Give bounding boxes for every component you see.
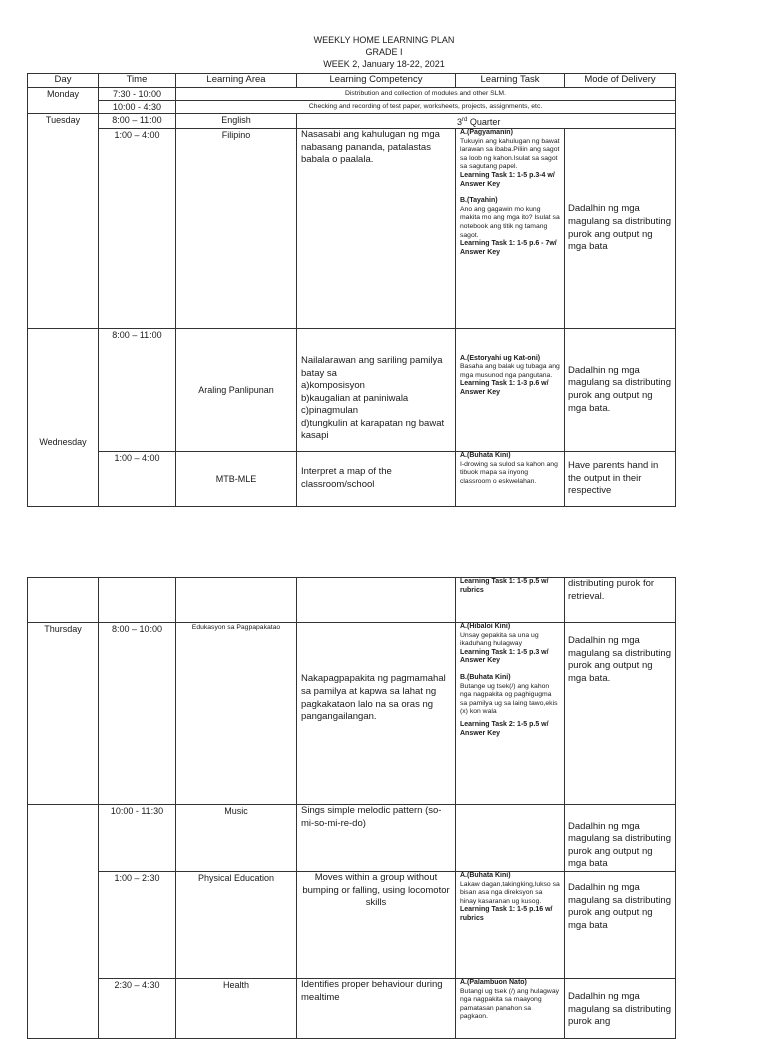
time-cell: 8:00 – 11:00 [99, 114, 176, 129]
area-cell: MTB-MLE [176, 452, 297, 507]
quarter-cell [297, 114, 676, 129]
col-learning-area: Learning Area [176, 74, 297, 88]
task-heading: A.(Hibaloi Kini) [460, 623, 511, 630]
task-reference: Learning Task 2: 1-5 p.5 w/ Answer Key [460, 720, 549, 737]
mode-cell: Dadalhin ng mga magulang sa distributing purok ang output ng mga bata. [565, 623, 676, 805]
table-row [28, 805, 676, 872]
table-row [28, 88, 676, 101]
col-mode-of-delivery: Mode of Delivery [565, 74, 676, 88]
task-instructions: Ano ang gagawin mo kung makita mo ang mga ito? Isulat sa notebook ang titik ng tamang sagot. [460, 205, 560, 239]
task-heading: A.(Pagyamanin) [460, 129, 513, 136]
time-cell: 7:30 - 10:00 [99, 88, 176, 101]
mode-cell: Have parents hand in the output in their respective [565, 452, 676, 507]
day-cell: Monday [28, 88, 99, 114]
task-reference: Learning Task 1: 1-5 p.6 - 7w/ Answer Key [460, 240, 557, 256]
col-learning-task: Learning Task [456, 74, 565, 88]
empty-cell [456, 805, 565, 872]
mode-cell: Dadalhin ng mga magulang sa distributing purok ang output ng mga bata [565, 129, 676, 329]
col-learning-competency: Learning Competency [297, 74, 456, 88]
mode-cell: Dadalhin ng mga magulang sa distributing purok ang [565, 979, 676, 1039]
day-cell: Tuesday [28, 114, 99, 329]
table-row [28, 329, 676, 452]
time-cell: 1:00 – 2:30 [99, 872, 176, 979]
document-title [0, 34, 768, 70]
grade-line: GRADE I [365, 47, 403, 57]
table-row [28, 623, 676, 805]
table-row [28, 872, 676, 979]
time-cell: 10:00 - 4:30 [99, 101, 176, 114]
mode-cell: distributing purok for retrieval. [565, 578, 676, 623]
area-cell: Edukasyon sa Pagpapakatao [176, 623, 297, 805]
competency-line: Nailalarawan ang sariling pamilya batay sa [301, 354, 443, 379]
competency-cell: Nasasabi ang kahulugan ng mga nabasang pananda, patalastas babala o paalala. [297, 129, 456, 329]
mode-cell: Dadalhin ng mga magulang sa distributing purok ang output ng mga bata [565, 872, 676, 979]
note-cell: Distribution and collection of modules and other SLM. [176, 88, 676, 101]
task-instructions: Butangi ug tsek (/) ang hulagway nga nagpakita sa maayong pamatasan panahon sa pagkaon. [460, 987, 559, 1021]
table-row [28, 129, 676, 329]
quarter-label: Quarter [467, 117, 501, 127]
time-cell: 2:30 – 4:30 [99, 979, 176, 1039]
week-line: WEEK 2, January 18-22, 2021 [323, 59, 445, 69]
task-cell [456, 129, 565, 329]
task-instructions: Basaha ang balak ug tubaga ang mga musunod nga pangutana. [460, 363, 560, 379]
table-row [28, 114, 676, 129]
table-header-row [28, 74, 676, 88]
task-cell [456, 979, 565, 1039]
mode-cell: Dadalhin ng mga magulang sa distributing purok ang output ng mga bata [565, 805, 676, 872]
table-row [28, 452, 676, 507]
empty-cell [28, 578, 99, 623]
competency-cell: Nakapagpapakita ng pagmamahal sa pamilya at kapwa sa lahat ng pagkakataon lalo na sa oras ng pangangailangan. [297, 623, 456, 805]
task-heading: B.(Tayahin) [460, 197, 498, 205]
area-cell: Music [176, 805, 297, 872]
competency-line: b)kaugalian at paniniwala [301, 392, 409, 404]
competency-line: a)komposisyon [301, 380, 365, 392]
task-cell [456, 623, 565, 805]
note-cell: Checking and recording of test paper, worksheets, projects, assignments, etc. [176, 101, 676, 114]
task-instructions: Unsay gepakita sa una ug ikaduhang hulagway [460, 631, 539, 648]
task-cell [456, 578, 565, 623]
area-cell: Health [176, 979, 297, 1039]
table-row [28, 979, 676, 1039]
time-cell: 10:00 - 11:30 [99, 805, 176, 872]
task-cell [456, 329, 565, 452]
task-reference: Learning Task 1: 1-5 p.3 w/ Answer Key [460, 648, 549, 665]
empty-cell [99, 578, 176, 623]
competency-line: c)pinagmulan [301, 405, 359, 417]
task-instructions: Lakaw dagan,takingking,lukso sa bisan asa nga direksyon sa hinay kasaranan ug kusog. [460, 880, 560, 905]
competency-cell: Identifies proper behaviour during mealtime [297, 979, 456, 1039]
mode-cell: Dadalhin ng mga magulang sa distributing purok ang output ng mga bata. [565, 329, 676, 452]
empty-cell [297, 578, 456, 623]
col-day: Day [28, 74, 99, 88]
task-reference: Learning Task 1: 1-3 p.6 w/ Answer Key [460, 380, 549, 396]
task-instructions: Butange ug tsek(/) ang kahon nga nagpakita og paghigugma sa pamilya ug sa laing tawo,ekis (x) kon wala [460, 682, 558, 716]
time-cell: 1:00 – 4:00 [99, 452, 176, 507]
day-cell: Wednesday [28, 329, 99, 507]
weekly-plan-table-page1 [27, 73, 676, 507]
day-cell: Thursday [28, 623, 99, 805]
time-cell: 1:00 – 4:00 [99, 129, 176, 329]
task-cell [456, 872, 565, 979]
time-cell: 8:00 – 11:00 [99, 329, 176, 452]
competency-cell [297, 329, 456, 452]
task-reference: Learning Task 1: 1-5 p.16 w/ rubrics [460, 906, 553, 922]
competency-line: d)tungkulin at karapatan ng bawat kasapi [301, 417, 445, 442]
time-cell: 8:00 – 10:00 [99, 623, 176, 805]
area-cell: Araling Panlipunan [176, 329, 297, 452]
task-heading: A.(Buhata Kini) [460, 872, 511, 879]
task-heading: B.(Buhata Kini) [460, 673, 511, 681]
competency-cell: Sings simple melodic pattern (so-mi-so-mi-re-do) [297, 805, 456, 872]
quarter-suffix: rd [462, 117, 468, 123]
task-cell [456, 452, 565, 507]
task-heading: A.(Palambuon Nato) [460, 979, 527, 986]
task-instructions: I-drowing sa sulod sa kahon ang tibuok mapa sa inyong classroom o eskwelahan. [460, 460, 558, 485]
empty-day-cell [28, 805, 99, 1039]
task-heading: A.(Estoryahi ug Kat-oni) [460, 354, 541, 362]
area-cell: Physical Education [176, 872, 297, 979]
table-row [28, 101, 676, 114]
weekly-plan-table-page2 [27, 577, 676, 1039]
table-row [28, 578, 676, 623]
task-reference: Learning Task 1: 1-5 p.5 w/ rubrics [460, 578, 549, 594]
area-cell: Filipino [176, 129, 297, 329]
empty-cell [176, 578, 297, 623]
competency-cell: Moves within a group without bumping or falling, using locomotor skills [297, 872, 456, 979]
task-heading: A.(Buhata Kini) [460, 452, 511, 459]
col-time: Time [99, 74, 176, 88]
competency-cell: Interpret a map of the classroom/school [297, 452, 456, 507]
area-cell: English [176, 114, 297, 129]
task-instructions: Tukuyin ang kahulugan ng bawat larawan sa ibaba.Piliin ang sagot sa loob ng kahon.Isulat sa sagot sa sagutang papel. [460, 137, 560, 171]
quarter-number: 3 [457, 117, 463, 127]
task-reference: Learning Task 1: 1-5 p.3-4 w/ Answer Key [460, 171, 555, 188]
title-line: WEEKLY HOME LEARNING PLAN [313, 35, 455, 45]
